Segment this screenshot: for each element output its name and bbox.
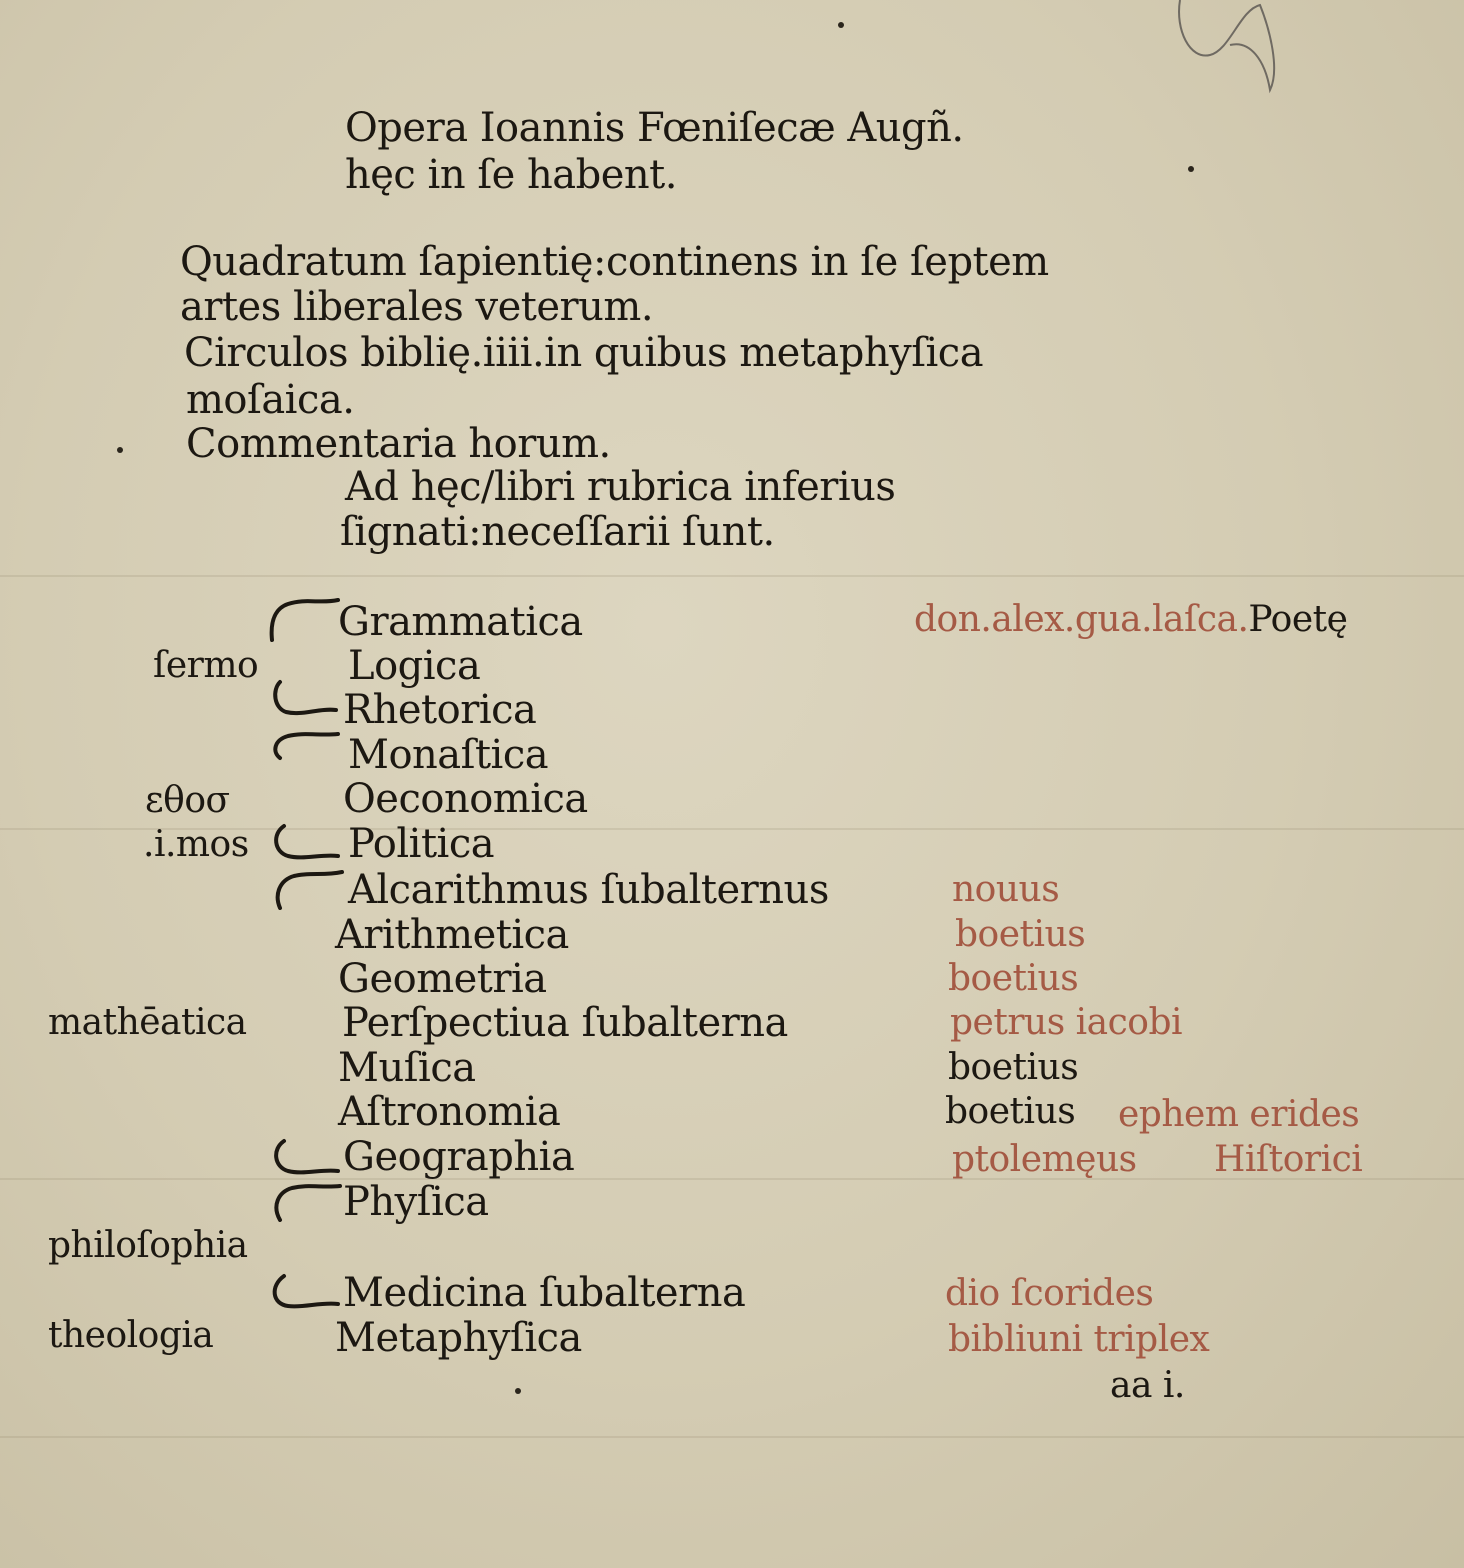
author-geographia: ptolemęus (952, 1139, 1137, 1180)
author-geometria: boetius (948, 958, 1079, 999)
author-alcarithmus: nouus (952, 869, 1060, 910)
contents-line-4: moſaica. (186, 377, 355, 423)
signature-mark: aa i. (1110, 1365, 1185, 1406)
discipline-geometria: Geometria (338, 956, 547, 1002)
discipline-metaphysica: Metaphyſica (335, 1315, 582, 1361)
category-mos: .i.mos (143, 824, 249, 865)
paper-line (0, 575, 1464, 577)
author-grammatica (914, 599, 1348, 640)
category-philosophia: philoſophia (48, 1225, 248, 1266)
author-astronomia-extra: ephem erides (1118, 1094, 1360, 1135)
category-theologia: theologia (48, 1315, 214, 1356)
author-arithmetica: boetius (955, 914, 1086, 955)
contents-line-1: Quadratum ſapientię:continens in ſe ſeptem (180, 239, 1049, 285)
author-astronomia: boetius (945, 1091, 1076, 1132)
author-metaphysica: bibliuni triplex (948, 1319, 1210, 1360)
author-perspectiua: petrus iacobi (950, 1002, 1182, 1043)
contents-line-7: ſignati:neceſſarii ſunt. (340, 509, 775, 555)
ink-speck (1188, 166, 1194, 172)
category-sermo: ſermo (153, 645, 259, 686)
ink-speck (117, 447, 123, 453)
discipline-politica: Politica (348, 821, 495, 867)
title-line-1: Opera Ioannis Fœniſecæ Augñ. (345, 105, 964, 151)
bracket-physica (260, 1172, 350, 1222)
discipline-physica: Phyſica (343, 1179, 489, 1225)
discipline-musica: Muſica (338, 1045, 476, 1091)
bracket-ethos-top (258, 722, 348, 762)
category-ethos: εθοσ (145, 780, 230, 821)
ink-speck (515, 1388, 521, 1394)
paper-line (0, 1436, 1464, 1438)
contents-line-2: artes liberales veterum. (180, 284, 654, 330)
bracket-sermo (258, 590, 348, 720)
discipline-arithmetica: Arithmetica (335, 912, 569, 958)
contents-line-3: Circulos biblię.iiii.in quibus metaphyſica (184, 330, 984, 376)
contents-line-6: Ad hęc/libri rubrica inferius (345, 464, 896, 510)
category-mathematica: mathēatica (48, 1002, 247, 1043)
author-grammatica-text: don.alex.gua.laſca. (914, 599, 1249, 640)
bracket-mathematica (262, 860, 352, 910)
title-line-2: hęc in ſe habent. (345, 152, 677, 198)
discipline-perspectiua: Perſpectiua ſubalterna (342, 1000, 788, 1046)
bracket-medicina (258, 1270, 348, 1320)
pencil-sketch-mark (1170, 0, 1290, 100)
discipline-astronomia: Aſtronomia (338, 1089, 561, 1135)
discipline-geographia: Geographia (343, 1134, 575, 1180)
discipline-grammatica: Grammatica (338, 599, 583, 645)
ink-speck (838, 22, 844, 28)
discipline-rhetorica: Rhetorica (343, 687, 537, 733)
discipline-oeconomica: Oeconomica (343, 776, 588, 822)
author-grammatica-extra: Poetę (1248, 599, 1348, 640)
discipline-monastica: Monaſtica (348, 732, 549, 778)
author-musica: boetius (948, 1047, 1079, 1088)
discipline-alcarithmus: Alcarithmus ſubalternus (348, 867, 829, 913)
discipline-medicina: Medicina ſubalterna (343, 1270, 746, 1316)
author-medicina: dio ſcorides (945, 1273, 1154, 1314)
author-geographia-extra: Hiſtorici (1214, 1139, 1363, 1180)
contents-line-5: Commentaria horum. (186, 421, 611, 467)
discipline-logica: Logica (348, 643, 481, 689)
